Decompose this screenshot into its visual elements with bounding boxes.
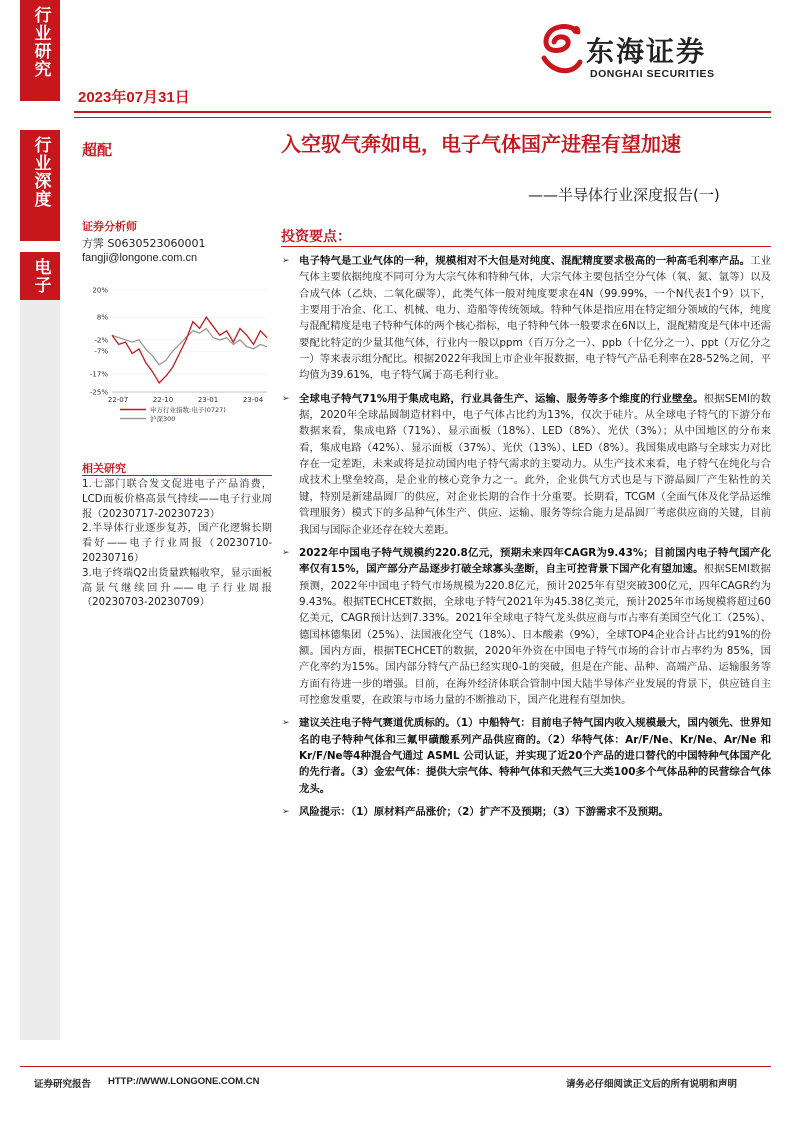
analyst-email[interactable]: fangji@longone.com.cn [82,252,198,264]
related-divider [82,475,272,476]
footer-divider [20,1066,771,1067]
header-divider-thin [74,117,771,118]
legend-label: 沪深300 [150,415,176,423]
arrow-bullet-icon: ➢ [282,718,290,729]
side-tab-industry-depth [20,130,60,241]
y-tick-label: -2% [94,336,108,345]
logo-text-cn: 东海证券 [586,35,707,68]
related-item[interactable]: 2.半导体行业逐步复苏，国产化逻辑长期看好——电子行业周报（20230710-20230716） [82,523,272,564]
footer-disclaimer: 请务必仔细阅读正文后的所有说明和声明 [566,1079,738,1090]
x-tick-label: 22-10 [152,396,174,404]
arrow-bullet-icon: ➢ [282,807,290,817]
rating: 超配 [82,141,113,159]
index-chart [80,282,275,446]
x-tick-label: 23-01 [197,396,219,404]
footer-label: 证券研究报告 [34,1079,92,1090]
logo-mark-icon [538,22,584,84]
bullet-lead: 2022年中国电子特气规模约220.8亿元，预期未来四年CAGR为9.43%；目前国内电子特气国产化率仅有15%，国产部分产品逐步打破全球寡头垄断，自主可控背景下国产化有望加速。 [299,546,771,576]
x-tick-label: 22-07 [107,396,129,404]
related-heading: 相关研究 [82,462,126,475]
y-tick-label: -25% [89,388,108,397]
analyst-heading: 证券分析师 [82,220,137,233]
y-tick-label: -7% [94,347,108,356]
bullet-item [281,545,771,708]
arrow-bullet-icon: ➢ [282,547,290,558]
y-tick-label: -17% [89,370,108,379]
index-chart-svg [80,282,275,442]
investment-divider [281,246,771,247]
side-tab-label: 电子 [30,258,51,294]
related-item[interactable]: 3.电子终端Q2出货量跌幅收窄，显示面板高景气继续回升——电子行业周报（20230703-20230709） [82,567,272,609]
side-tab-label: 行业深度 [30,136,51,208]
arrow-bullet-icon: ➢ [282,256,290,266]
logo-text-en: DONGHAI SECURITIES [590,68,715,80]
bullet-lead: 电子特气是工业气体的一种，规模相对不大但是对纯度、混配精度要求极高的一种高毛利率产品。 [299,255,751,267]
y-tick-label: 20% [92,286,108,295]
series-line [112,317,267,383]
y-tick-label: 8% [96,313,108,322]
bullet-body: 工业气体主要依据纯度不同可分为大宗气体和特种气体，大宗气体主要包括空分气体（氧、氮、氩等）以及合成气体（乙炔、二氧化碳等），此类气体一般对纯度要求在4N（99.99%，一个N代表1个9）以下，主要用于冶金、化工、机械、电力、造船等传统领域。特种气体是指应用在特定细分领域的气体，纯度与混配精度是电子特种气体的两个核心指标，电子特种气体一般要求在6N以上，混配精度是气体中还需要配比特定的少量其他气体，行业内一般以ppm（百万分之一）、ppb（十亿分之一）、ppt（万亿分之一）等来表示组分配比。根据2022年我国上市企业年报数据，电子特气产品毛利率在28-52%之间，平均值为39.61%，电子特气属于高毛利行业。 [299,255,772,382]
series-line [112,329,267,365]
bullet-lead: 全球电子特气71%用于集成电路，行业具备生产、运输、服务等多个维度的行业壁垒。 [299,392,704,405]
arrow-bullet-icon: ➢ [282,393,290,404]
header-divider [74,111,771,113]
related-list [82,478,272,611]
side-tab-electronics [20,252,60,300]
related-item[interactable]: 1.七部门联合发文促进电子产品消费，LCD面板价格高景气持续——电子行业周报（20230717-20230723） [82,479,272,520]
analyst-name-id: 方霁 S0630523060001 [82,237,206,250]
side-tab-label: 行业研究 [30,6,51,78]
report-date: 2023年07月31日 [78,89,190,106]
bullet-item [281,253,771,384]
x-tick-label: 23-04 [242,396,264,404]
bullet-lead: 建议关注电子特气赛道优质标的。（1）中船特气：目前电子特气国内收入规模最大，国内领先、世界知名的电子特种气体和三氟甲磺酸系列产品供应商的。（2）华特气体：Ar/F/Ne、Kr/Ne、Ar/Ne 和Kr/F/Ne等4种混合气通过 ASML 公司认证，并实现了近20个产品的进口替代的中国特种气体国产化的先行者。（3）金宏气体：提供大宗气体、特种气体和天然气三大类100多个气体品种的民营综合气体龙头。 [299,717,771,795]
bullet-body: 根据SEMI的数据，2020年全球晶圆制造材料中，电子气体占比约为13%，仅次于硅片。从全球电子特气的下游分布数据来看，集成电路（71%）、显示面板（18%）、LED（8%）、光伏（3%）；从中国地区的分布来看，集成电路（42%）、显示面板（37%）、光伏（13%）、LED（8%）。我国集成电路与全球实力对比存在一定差距，未来或将是拉动国内电子特气需求的主要动力。从生产技术来看，电子特气在纯化与合成技术上壁垒较高，是企业的核心竞争力之一。此外，企业供气方式也是与下游晶圆厂产生粘性的关键，特别是新建晶圆厂的供应，对企业长期的合作十分重要。长期看，TCGM（全面气体及化学品运维管理服务）模式下的多品种气体生产、供应、运输、服务等综合能力是晶圆厂考虑供应商的关键，目前我国与国际企业还存在较大差距。 [299,392,771,536]
bullet-body: 根据SEMI数据预测，2022年中国电子特气市场规模为220.8亿元，预计2025年有望突破300亿元，四年CAGR约为9.43%。根据TECHCET数据，全球电子特气2021年为45.38亿美元，预计2025年市场规模将超过60亿美元，CAGR预计达到7.33%。2021年全球电子特气龙头供应商与市占率有美国空气化工（25%）、德国林德集团（25%）、法国液化空气（18%）、日本酸素（9%），全球TOP4企业合计占比约91%的份额。国内方面，根据TECHCET的数据，2020年外资在中国电子特气市场的合计市占率约为 85%，国产化率约为15%。国内部分特气产品已经实现0-1的突破，但是在产能、品种、高端产品、运输服务等方面有待进一步的增强。目前，在海外经济体联合管制中国大陆半导体产业发展的背景下，供应链自主可控愈发重要，在政策与市场力量的不断推动下，国产化进程有望加快。 [299,563,771,706]
investment-bullets [281,253,771,827]
side-band [20,300,60,1040]
bullet-item [281,391,771,538]
report-title: 入空驭气奔如电，电子气体国产进程有望加速 [281,132,681,156]
report-subtitle: ——半导体行业深度报告(一) [528,186,720,204]
footer-url-link[interactable]: HTTP://WWW.LONGONE.COM.CN [108,1076,260,1087]
bullet-lead: 风险提示：（1）原材料产品涨价；（2）扩产不及预期；（3）下游需求不及预期。 [299,806,669,818]
side-tab-industry-research [20,0,60,101]
bullet-item [281,804,771,820]
investment-heading: 投资要点： [281,229,351,245]
bullet-item [281,715,771,797]
legend-label: 申万行业指数:电子(0727) [150,406,226,414]
